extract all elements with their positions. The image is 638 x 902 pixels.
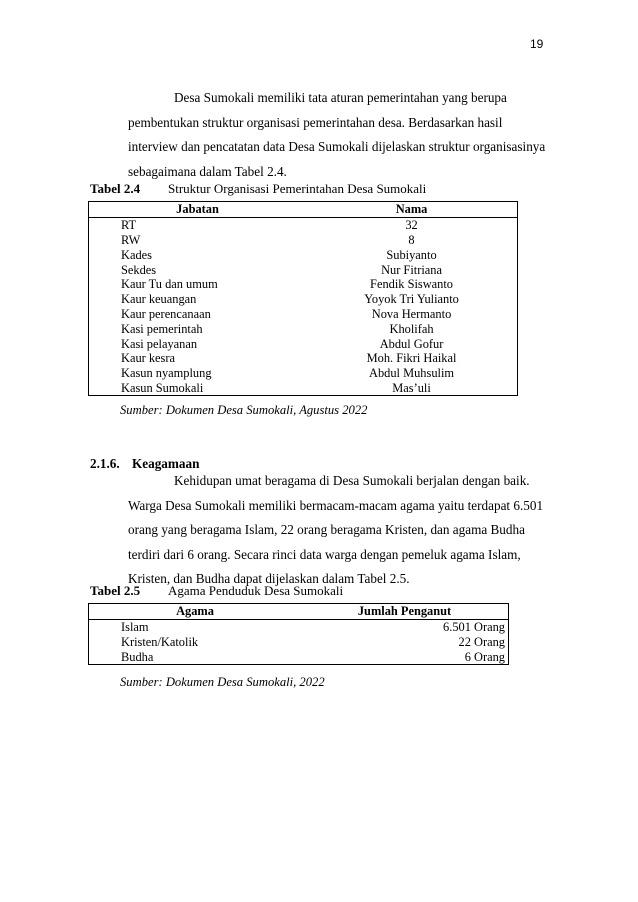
cell-jumlah: 6 Orang: [464, 649, 505, 664]
paragraph-line: sebagaimana dalam Tabel 2.4.: [128, 163, 287, 179]
cell-nama: Nur Fitriana: [381, 262, 442, 277]
cell-nama: Abdul Muhsulim: [369, 366, 455, 381]
column-header-nama: Nama: [303, 202, 517, 218]
religion-table: [88, 603, 509, 665]
cell-nama: Yoyok Tri Yulianto: [364, 292, 459, 307]
paragraph-line: pembentukan struktur organisasi pemerintahan desa. Berdasarkan hasil: [128, 114, 503, 130]
cell-jabatan: Kasi pelayanan: [121, 336, 198, 351]
table-2-4-caption: [90, 181, 426, 197]
paragraph-line: Kristen, dan Budha dapat dijelaskan dalam Tabel 2.5.: [128, 571, 410, 586]
table-row: [89, 307, 518, 322]
intro-paragraph: [128, 86, 546, 184]
cell-jabatan: Kasun nyamplung: [121, 366, 212, 381]
cell-agama: Budha: [121, 649, 154, 664]
cell-agama: Kristen/Katolik: [121, 634, 199, 649]
section-number: 2.1.6.: [90, 456, 120, 471]
table-row: [89, 381, 518, 396]
column-header-agama: Agama: [89, 604, 299, 620]
table-row: [89, 366, 518, 381]
table-row: [89, 217, 518, 232]
paragraph-line: Warga Desa Sumokali memiliki bermacam-macam agama yaitu terdapat 6.501: [128, 497, 544, 513]
cell-jabatan: Kaur perencanaan: [121, 306, 211, 321]
table-label: Tabel 2.5: [90, 583, 141, 598]
table-row: [89, 619, 509, 634]
table-title: Agama Penduduk Desa Sumokali: [168, 583, 344, 598]
cell-nama: Abdul Gofur: [379, 336, 444, 351]
cell-nama: Mas’uli: [392, 380, 431, 395]
table-header-row: [89, 202, 518, 218]
cell-jabatan: Kasi pemerintah: [121, 321, 203, 336]
section-title: Keagamaan: [132, 456, 200, 471]
paragraph-line: orang yang beragama Islam, 22 orang beragama Kristen, dan agama Budha: [128, 522, 525, 537]
organization-table: [88, 201, 518, 396]
paragraph-line: terdiri dari 6 orang. Secara rinci data warga dengan pemeluk agama Islam,: [128, 546, 521, 562]
cell-nama: Nova Hermanto: [371, 306, 452, 321]
table-row: [89, 635, 509, 650]
table-label: Tabel 2.4: [90, 181, 141, 196]
table-row: [89, 247, 518, 262]
cell-nama: Moh. Fikri Haikal: [366, 351, 457, 366]
paragraph-line: Desa Sumokali memiliki tata aturan pemerintahan yang berupa: [174, 90, 507, 105]
cell-jabatan: Sekdes: [121, 262, 157, 277]
column-header-jumlah-penganut: Jumlah Penganut: [298, 604, 508, 620]
table-row: [89, 351, 518, 366]
cell-jumlah: 6.501 Orang: [443, 620, 505, 635]
table-row: [89, 649, 509, 664]
table-row: [89, 321, 518, 336]
cell-jumlah: 22 Orang: [458, 634, 505, 649]
cell-nama: Subiyanto: [386, 247, 437, 262]
cell-nama: 32: [405, 218, 418, 233]
cell-jabatan: Kasun Sumokali: [121, 380, 204, 395]
paragraph-line: interview dan pencatatan data Desa Sumokali dijelaskan struktur organisasinya: [128, 139, 546, 154]
page-number: 19: [530, 37, 544, 51]
table-2-5-source: Sumber: Dokumen Desa Sumokali, 2022: [120, 675, 325, 689]
table-row: [89, 262, 518, 277]
table-row: [89, 233, 518, 248]
paragraph-line: Kehidupan umat beragama di Desa Sumokali berjalan dengan baik.: [174, 473, 530, 488]
cell-nama: Fendik Siswanto: [370, 277, 453, 292]
cell-agama: Islam: [121, 620, 149, 635]
religion-paragraph: [128, 469, 546, 592]
cell-jabatan: RW: [121, 232, 141, 247]
table-row: [89, 277, 518, 292]
cell-jabatan: RT: [121, 218, 137, 233]
table-row: [89, 336, 518, 351]
table-title: Struktur Organisasi Pemerintahan Desa Sumokali: [168, 181, 427, 196]
cell-nama: 8: [408, 232, 415, 247]
cell-jabatan: Kaur keuangan: [121, 292, 197, 307]
cell-jabatan: Kaur kesra: [121, 351, 176, 366]
table-header-row: [89, 604, 509, 620]
table-2-4-source: Sumber: Dokumen Desa Sumokali, Agustus 2022: [120, 403, 368, 417]
table-2-5-caption: [90, 583, 343, 599]
cell-jabatan: Kaur Tu dan umum: [121, 277, 218, 292]
column-header-jabatan: Jabatan: [89, 202, 304, 218]
table-row: [89, 292, 518, 307]
cell-jabatan: Kades: [121, 247, 152, 262]
cell-nama: Kholifah: [389, 321, 434, 336]
